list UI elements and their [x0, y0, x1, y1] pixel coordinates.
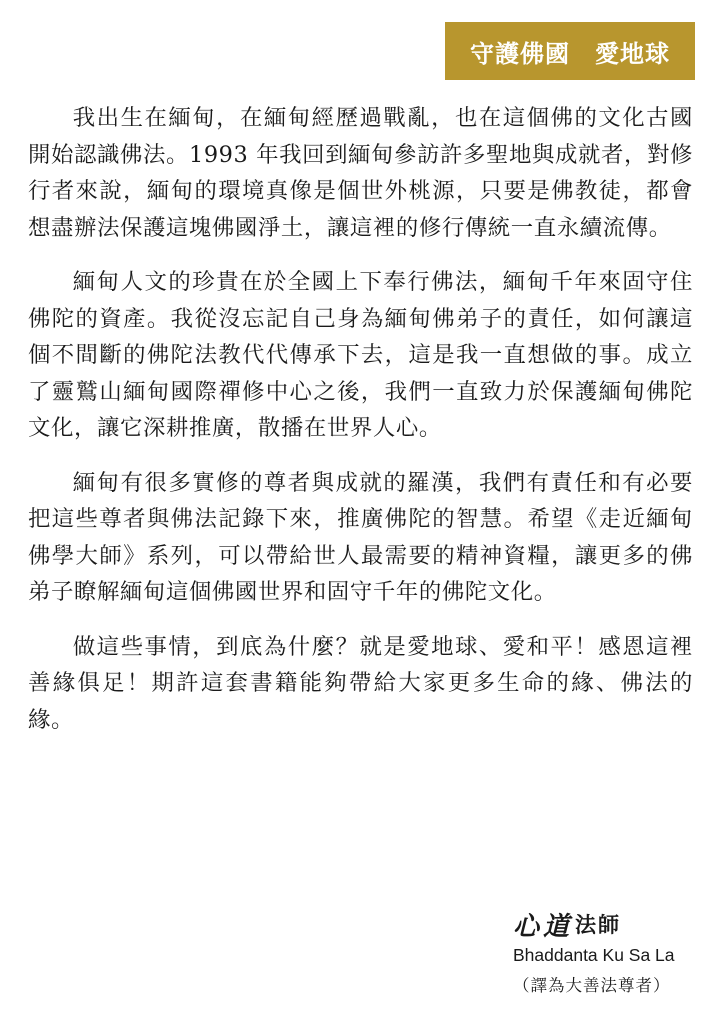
paragraph-1: 我出生在緬甸，在緬甸經歷過戰亂，也在這個佛的文化古國開始認識佛法。1993 年我回到緬甸參訪許多聖地與成就者，對修行者來說，緬甸的環境真像是個世外桃源，只要是佛教徒，都會想盡辦法保護這塊佛國淨土，讓這裡的修行傳統一直永續流傳。 [28, 105, 693, 241]
signature-english-name: Bhaddanta Ku Sa La [513, 945, 675, 965]
signature-title: 法師 [575, 912, 622, 937]
page-title: 守護佛國 愛地球 [470, 38, 670, 68]
page-title-banner [445, 22, 695, 80]
signature-block [513, 905, 703, 996]
paragraph-2: 緬甸人文的珍貴在於全國上下奉行佛法，緬甸千年來固守住佛陀的資產。我從沒忘記自己身為緬甸佛弟子的責任，如何讓這個不間斷的佛陀法教代代傳承下去，這是我一直想做的事。成立了靈鷲山緬甸國際禪修中心之後，我們一直致力於保護緬甸佛陀文化，讓它深耕推廣，散播在世界人心。 [28, 269, 693, 441]
calligraphy-signature: 心道 [513, 911, 574, 942]
article-body [28, 100, 693, 756]
signature-translation-note: （譯為大善法尊者） [513, 976, 671, 995]
paragraph-4: 做這些事情，到底為什麼？就是愛地球、愛和平！感恩這裡善緣俱足！期許這套書籍能夠帶給大家更多生命的緣、佛法的緣。 [28, 633, 693, 733]
paragraph-3: 緬甸有很多實修的尊者與成就的羅漢，我們有責任和有必要把這些尊者與佛法記錄下來，推廣佛陀的智慧。希望《走近緬甸佛學大師》系列，可以帶給世人最需要的精神資糧，讓更多的佛弟子瞭解緬甸這個佛國世界和固守千年的佛陀文化。 [28, 469, 693, 605]
signature-line [513, 905, 703, 943]
